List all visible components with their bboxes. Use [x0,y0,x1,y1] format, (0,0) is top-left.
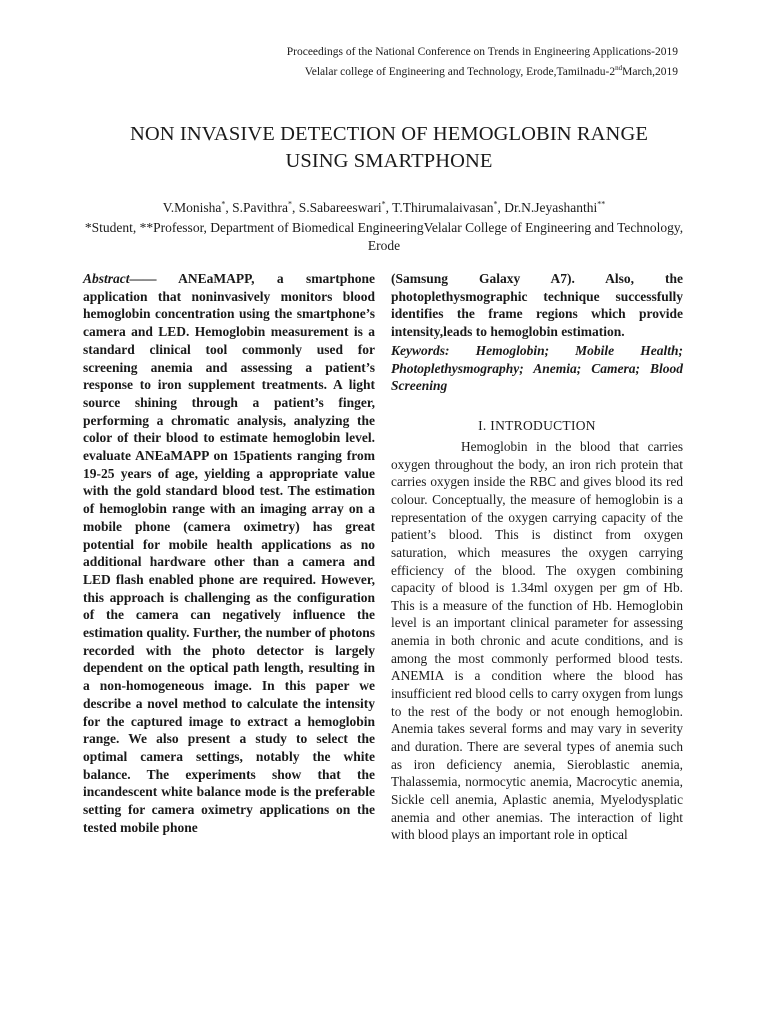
paper-title: NON INVASIVE DETECTION OF HEMOGLOBIN RANGE USING SMARTPHONE [129,123,648,172]
author-name: V.Monisha [162,200,222,215]
keywords-text: Hemoglobin; Mobile Health; Photoplethysmography; Anemia; Camera; Blood Screening [391,342,684,394]
venue-superscript: nd [615,64,623,73]
author-name: S.Pavithra [232,200,289,215]
abstract-dash: —— [129,271,157,286]
proceedings-line: Proceedings of the National Conference on Trends in Engineering Applications-2019 [286,46,678,58]
keywords-label: Keywords: [391,342,450,358]
affiliation: *Student, **Professor, Department of Biomedical EngineeringVelalar College of Engineering and Technology, Erode [84,220,684,253]
introduction-body: Hemoglobin in the blood that carries oxygen throughout the body, an iron rich protein that carries oxygen inside the RBC and gives blood its red colour. Conceptually, the measure of hemoglobin is a representation of the oxygen carrying capacity of the patient’s blood. This is distinct from oxygen saturation, which measures the oxygen carrying efficiency of the blood. The oxygen combining capacity of blood is 1.34ml oxygen per gm of Hb. This is a measure of the function of Hb. Hemoglobin level is an important clinical parameter for assessing anemia in both chronic and acute conditions, and is among the most commonly performed blood tests. ANEMIA is a condition where the blood has insufficient red blood cells to carry oxygen from lungs to the rest of the body or not enough hemoglobin. Anemia takes several forms and may vary in severity and duration. There are several types of anemia such as iron deficiency anemia, Sieroblastic anemia, Thalassemia, normocytic anemia, Macrocytic anemia, Sickle cell anemia, Aplastic anemia, Myelodysplatic anemia and other anemias. The interaction of light with blood plays an important role in optical [391,438,683,843]
author-mark: * [288,199,293,209]
venue-prefix: Velalar college of Engineering and Technology, Erode,Tamilnadu-2 [304,66,616,78]
author-name: S.Sabareeswari [298,200,382,215]
author-mark: * [381,199,386,209]
abstract-body-left: ANEaMAPP, a smartphone application that noninvasively monitors blood hemoglobin concentration using the smartphone’s camera and LED. Hemoglobin measurement is a standard clinical tool commonly used for screening anemia and assessing a patient’s response to iron supplement treatments. A light source shining through a patient’s finger, performing a chromatic analysis, analyzing the color of their blood to estimate hemoglobin level. evaluate ANEaMAPP on 15patients ranging from 19-25 years of age, yielding a appropriate value with the gold standard blood test. The estimation of hemoglobin range with an imaging array on a mobile phone (camera oximetry) has great potential for mobile health applications as no additional hardware other than a camera and LED flash enabled phone are required. However, this approach is challenging as the configuration of the camera can negatively influence the estimation quality. Further, the number of photons recorded with the photo detector is largely dependent on the optical path length, resulting in a non-homogeneous image. In this paper we describe a novel method to calculate the intensity for the captured image to extract a hemoglobin range. We also present a study to select the optimal camera settings, notably the white balance. The experiments show that the incandescent white balance mode is the preferable setting for camera oximetry applications on the tested mobile phone [83,271,375,835]
venue-line [305,65,678,79]
keywords [391,342,683,395]
abstract-body-right: (Samsung Galaxy A7). Also, the photoplethysmographic technique successfully identifies the frame regions which provide intensity,leads to hemoglobin estimation. [391,271,683,340]
right-column [391,270,683,844]
abstract-column-left [83,270,375,837]
author-list: V.Monisha*, S.Pavithra*, S.Sabareeswari*, T.Thirumalaivasan*, Dr.N.Jeyashanthi** [162,199,606,215]
abstract-label: Abstract [83,271,130,286]
venue-suffix: March,2019 [622,66,678,78]
section-heading-introduction: I. INTRODUCTION [478,417,596,433]
author-mark: * [493,199,498,209]
author-name: Dr.N.Jeyashanthi [504,200,598,215]
author-mark: * [221,199,226,209]
author-name: T.Thirumalaivasan [392,200,494,215]
author-mark: ** [597,199,606,209]
